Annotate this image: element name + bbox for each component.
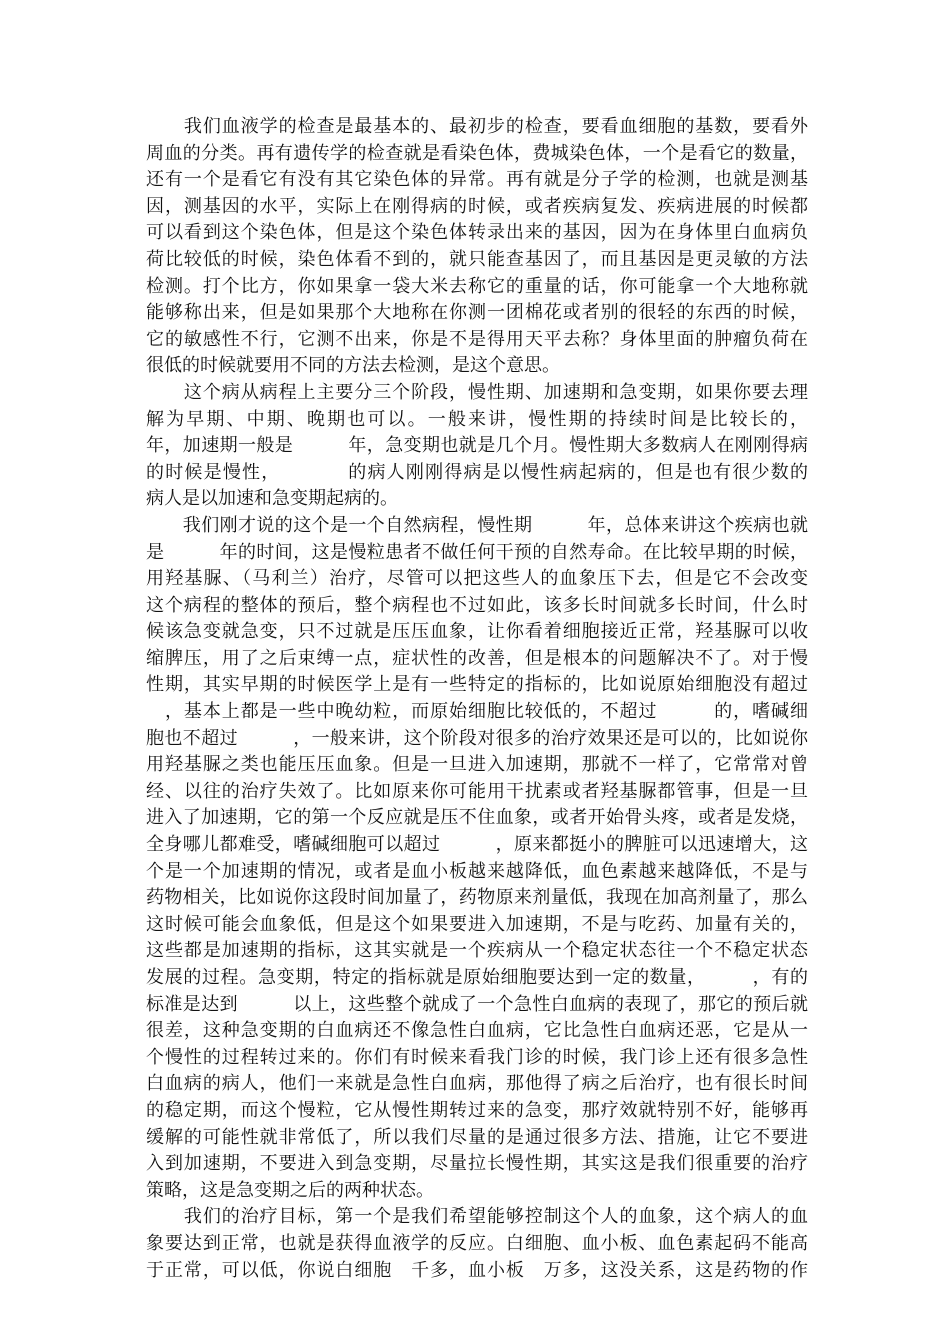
text-line: 能够称出来，但是如果那个大地称在你测一团棉花或者别的很轻的东西的时候， [146, 302, 808, 324]
text-line: 入到加速期，不要进入到急变期，尽量拉长慢性期，其实这是我们很重要的治疗 [146, 1153, 808, 1175]
text-line: 这些都是加速期的指标，这其实就是一个疾病从一个稳定状态往一个不稳定状态 [146, 940, 808, 962]
paragraph [146, 114, 808, 380]
text-line: 发展的过程。急变期，特定的指标就是原始细胞要达到一定的数量， ，有的 [146, 967, 808, 988]
paragraph [146, 1204, 808, 1284]
text-line: 缩脾压，用了之后束缚一点，症状性的改善，但是根本的问题解决不了。对于慢 [146, 647, 808, 669]
text-line: 个慢性的过程转过来的。你们有时候来看我门诊的时候，我门诊上还有很多急性 [146, 1046, 808, 1068]
text-line: 这个病程的整体的预后，整个病程也不过如此，该多长时间就多长时间，什么时 [146, 594, 808, 616]
text-line: 周血的分类。再有遗传学的检查就是看染色体，费城染色体，一个是看它的数量， [146, 142, 808, 164]
text-line: 我们血液学的检查是最基本的、最初步的检查，要看血细胞的基数，要看外 [146, 116, 808, 137]
text-line: 象要达到正常，也就是获得血液学的反应。白细胞、血小板、血色素起码不能高 [146, 1232, 808, 1254]
text-line: 很差，这种急变期的白血病还不像急性白血病，它比急性白血病还恶，它是从一 [146, 1020, 808, 1042]
text-line: 这时候可能会血象低，但是这个如果要进入加速期，不是与吃药、加量有关的， [146, 913, 808, 935]
body-text [146, 114, 808, 1284]
text-line: 它的敏感性不行，它测不出来，你是不是得用天平去称？身体里面的肿瘤负荷在 [146, 328, 808, 350]
text-line: 因，测基因的水平，实际上在刚得病的时候，或者疾病复发、疾病进展的时候都 [146, 195, 808, 217]
text-line: 胞也不超过 ，一般来讲，这个阶段对很多的治疗效果还是可以的，比如说你 [146, 727, 808, 749]
text-line: 缓解的可能性就非常低了，所以我们尽量的是通过很多方法、措施，让它不要进 [146, 1126, 808, 1148]
text-line: 荷比较低的时候，染色体看不到的，就只能查基因了，而且基因是更灵敏的方法 [146, 248, 808, 270]
text-line: 病人是以加速和急变期起病的。 [146, 488, 398, 510]
text-line: 药物相关，比如说你这段时间加量了，药物原来剂量低，我现在加高剂量了，那么 [146, 887, 808, 909]
text-line: 可以看到这个染色体，但是这个染色体转录出来的基因，因为在身体里白血病负 [146, 222, 808, 244]
text-line: 标准是达到 以上，这些整个就成了一个急性白血病的表现了，那它的预后就 [146, 993, 808, 1015]
paragraph [146, 380, 808, 513]
text-line: 于正常，可以低，你说白细胞 千多，血小板 万多，这没关系，这是药物的作 [146, 1259, 808, 1281]
text-line: 的时候是慢性， 的病人刚刚得病是以慢性病起病的，但是也有很少数的 [146, 461, 808, 483]
text-line: 我们的治疗目标，第一个是我们希望能够控制这个人的血象，这个病人的血 [146, 1206, 808, 1228]
text-line: ，基本上都是一些中晚幼粒，而原始细胞比较低的，不超过 的，嗜碱细 [146, 701, 808, 723]
text-line: 用羟基脲之类也能压压血象。但是一旦进入加速期，那就不一样了，它常常对曾 [146, 754, 808, 776]
text-line: 用羟基脲、（马利兰）治疗，尽管可以把这些人的血象压下去，但是它不会改变 [146, 568, 808, 590]
text-line: 年，加速期一般是 年，急变期也就是几个月。慢性期大多数病人在刚刚得病 [146, 435, 808, 457]
text-line: 还有一个是看它有没有其它染色体的异常。再有就是分子学的检测，也就是测基 [146, 169, 808, 191]
text-line: 进入了加速期，它的第一个反应就是压不住血象，或者开始骨头疼，或者是发烧， [146, 807, 808, 829]
text-line: 经、以往的治疗失效了。比如原来你可能用干扰素或者羟基脲都管事，但是一旦 [146, 780, 808, 802]
text-line: 解为早期、中期、晚期也可以。一般来讲，慢性期的持续时间是比较长的， [146, 408, 808, 430]
text-line: 白血病的病人，他们一来就是急性白血病，那他得了病之后治疗，也有很长时间 [146, 1073, 808, 1095]
text-line: 这个病从病程上主要分三个阶段，慢性期、加速期和急变期，如果你要去理 [146, 381, 808, 403]
paragraph [146, 513, 808, 1204]
text-line: 性期，其实早期的时候医学上是有一些特定的指标的，比如说原始细胞没有超过 [146, 674, 808, 696]
text-line: 策略，这是急变期之后的两种状态。 [146, 1179, 434, 1201]
text-line: 是 年的时间，这是慢粒患者不做任何干预的自然寿命。在比较早期的时候， [146, 541, 808, 563]
text-line: 我们刚才说的这个是一个自然病程，慢性期 年，总体来讲这个疾病也就 [146, 514, 808, 536]
text-line: 的稳定期，而这个慢粒，它从慢性期转过来的急变，那疗效就特别不好，能够再 [146, 1099, 808, 1121]
text-line: 很低的时候就要用不同的方法去检测，是这个意思。 [146, 355, 560, 377]
text-line: 检测。打个比方，你如果拿一袋大米去称它的重量的话，你可能拿一个大地称就 [146, 275, 808, 297]
text-line: 全身哪儿都难受，嗜碱细胞可以超过 ，原来都挺小的脾脏可以迅速增大，这 [146, 834, 808, 856]
text-line: 个是一个加速期的情况，或者是血小板越来越降低，血色素越来越降低，不是与 [146, 860, 808, 882]
text-line: 候该急变就急变，只不过就是压压血象，让你看着细胞接近正常，羟基脲可以收 [146, 621, 808, 643]
